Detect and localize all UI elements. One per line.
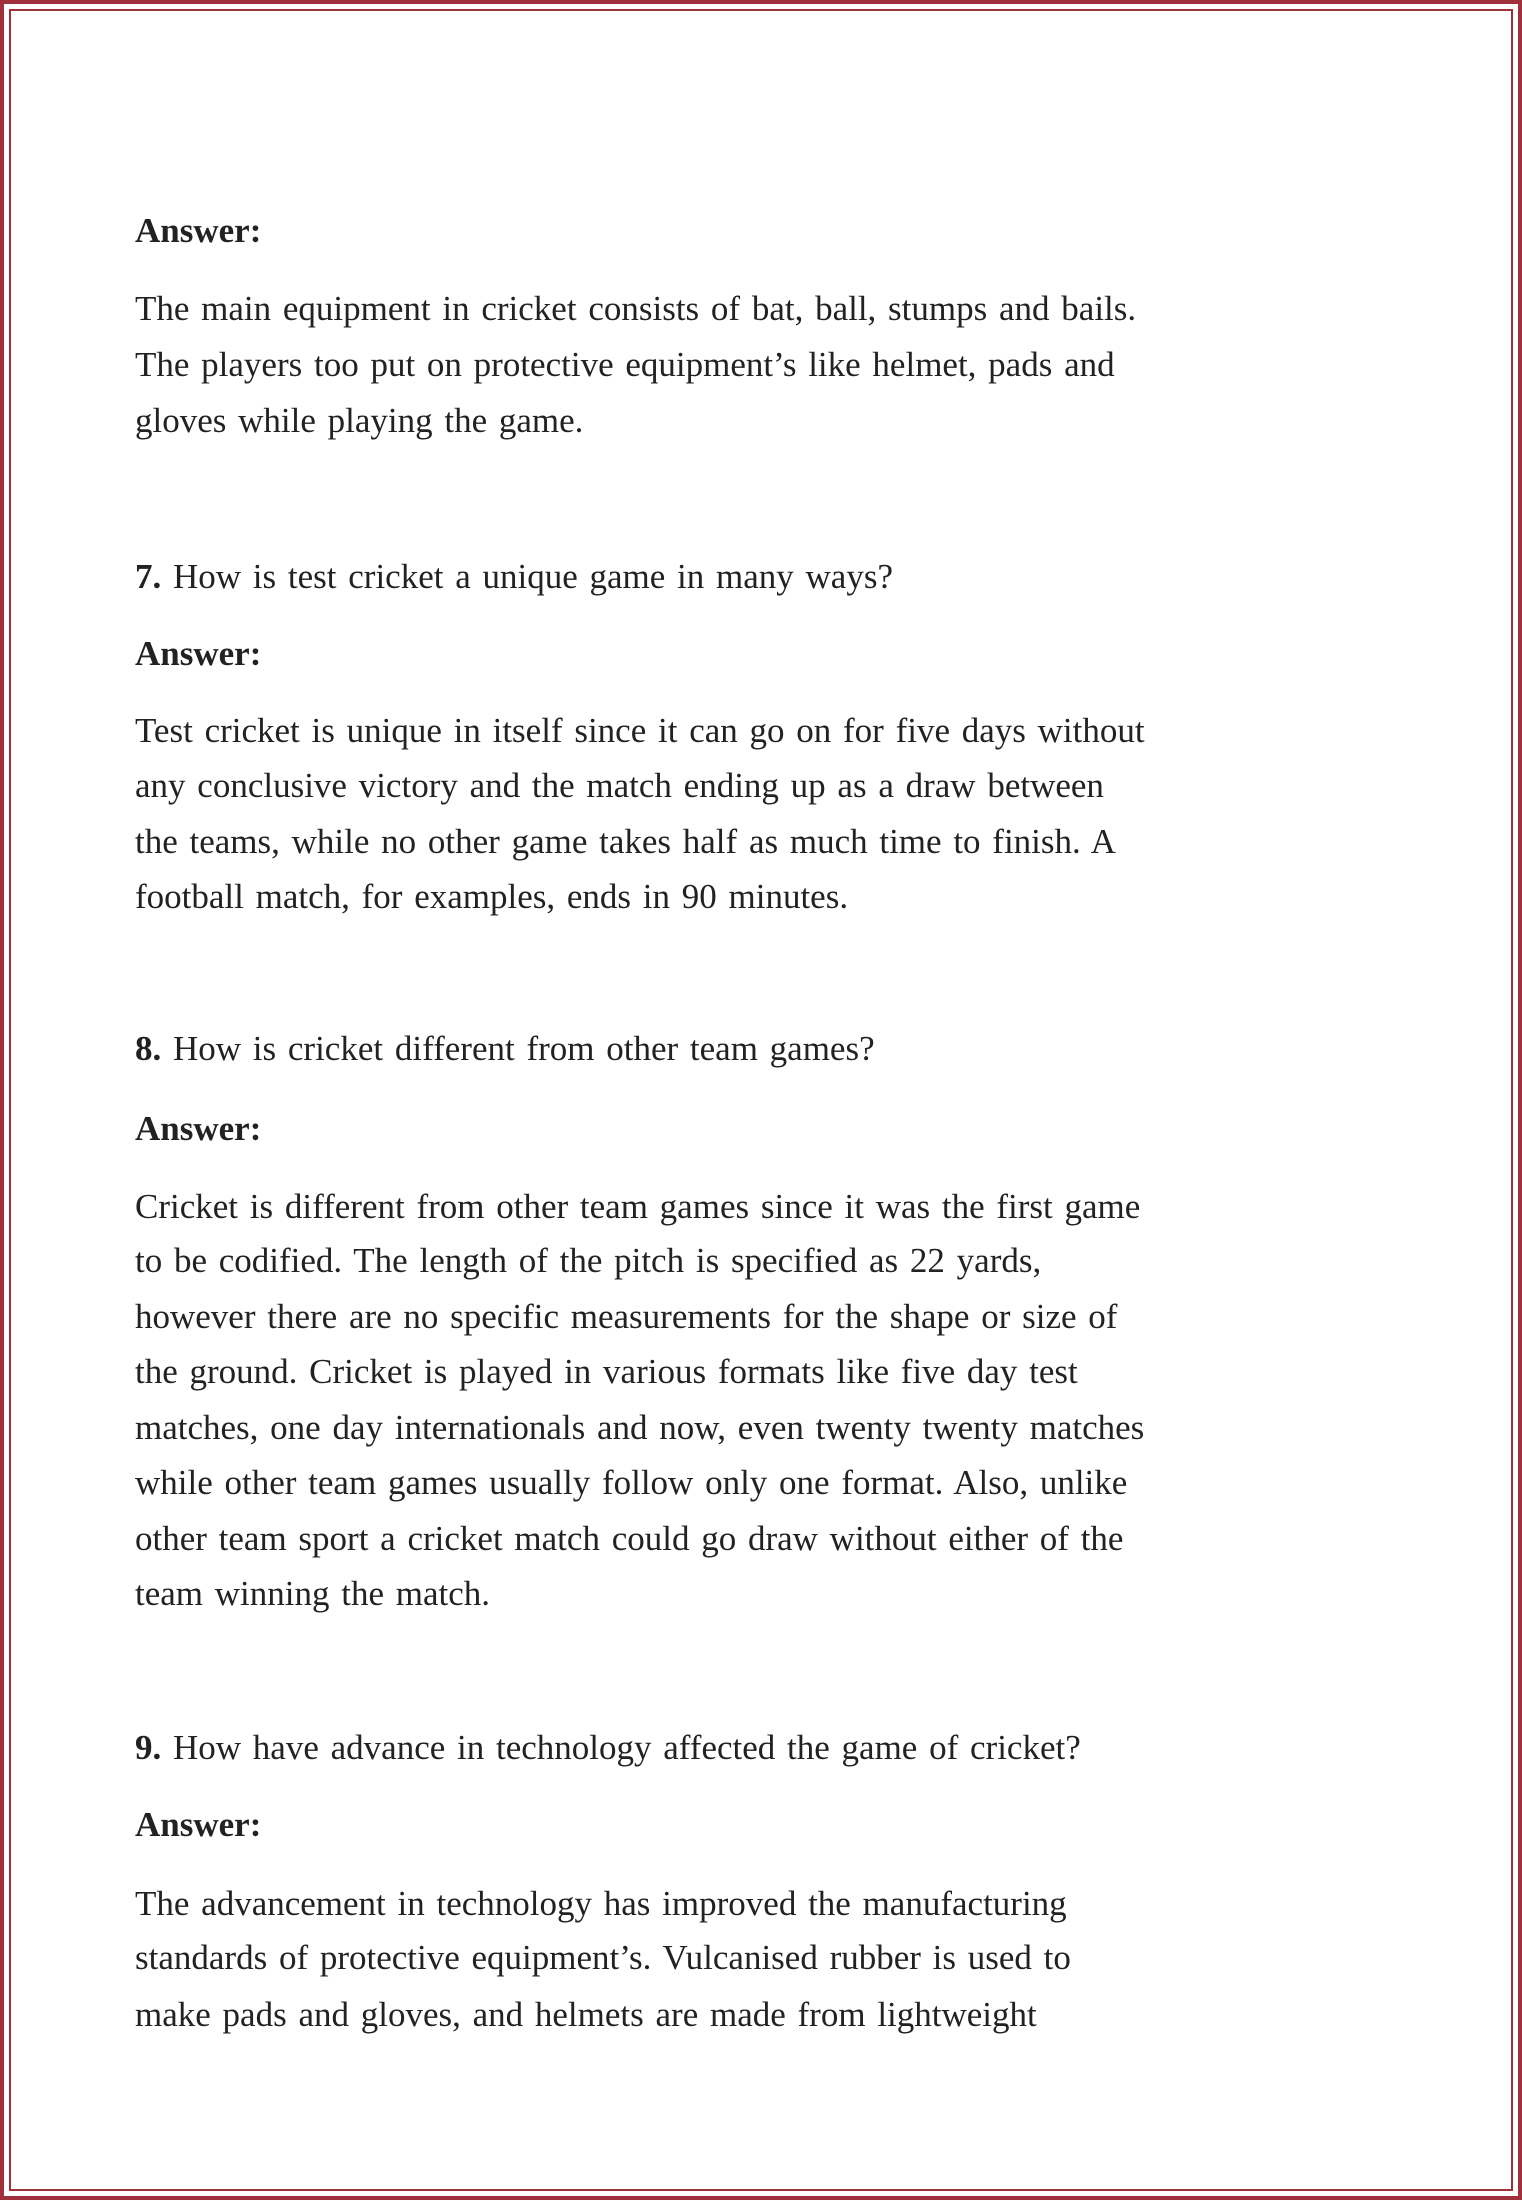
answer-line: the ground. Cricket is played in various formats like five day test bbox=[135, 1352, 1078, 1391]
answer-line: Cricket is different from other team games since it was the first game bbox=[135, 1187, 1141, 1226]
answer-label: Answer: bbox=[135, 1805, 262, 1844]
answer-line: to be codified. The length of the pitch is specified as 22 yards, bbox=[135, 1241, 1042, 1280]
answer-line: matches, one day internationals and now, even twenty twenty matches bbox=[135, 1408, 1145, 1447]
answer-line: Test cricket is unique in itself since it can go on for five days without bbox=[135, 711, 1145, 750]
question-8 bbox=[135, 1021, 875, 1077]
answer-line: however there are no specific measurements for the shape or size of bbox=[135, 1297, 1118, 1336]
answer-line: The players too put on protective equipment’s like helmet, pads and bbox=[135, 345, 1115, 384]
question-number: 8. bbox=[135, 1029, 162, 1068]
answer-line: the teams, while no other game takes half as much time to finish. A bbox=[135, 822, 1116, 861]
answer-line: make pads and gloves, and helmets are made from lightweight bbox=[135, 1995, 1037, 2034]
answer-line: football match, for examples, ends in 90 minutes. bbox=[135, 877, 849, 916]
answer-line: The advancement in technology has improved the manufacturing bbox=[135, 1884, 1067, 1923]
answer-label: Answer: bbox=[135, 211, 262, 250]
question-number: 7. bbox=[135, 557, 162, 596]
question-7 bbox=[135, 549, 893, 605]
answer-line: The main equipment in cricket consists of bat, ball, stumps and bails. bbox=[135, 289, 1137, 328]
answer-line: any conclusive victory and the match ending up as a draw between bbox=[135, 766, 1104, 805]
answer-line: other team sport a cricket match could go draw without either of the bbox=[135, 1519, 1124, 1558]
answer-line: gloves while playing the game. bbox=[135, 401, 584, 440]
answer-line: standards of protective equipment’s. Vulcanised rubber is used to bbox=[135, 1938, 1071, 1977]
question-text: How is test cricket a unique game in many ways? bbox=[161, 557, 893, 596]
answer-line: team winning the match. bbox=[135, 1574, 491, 1613]
question-number: 9. bbox=[135, 1728, 162, 1767]
question-9 bbox=[135, 1720, 1081, 1776]
answer-line: while other team games usually follow only one format. Also, unlike bbox=[135, 1463, 1128, 1502]
question-text: How have advance in technology affected the game of cricket? bbox=[161, 1728, 1081, 1767]
answer-label: Answer: bbox=[135, 634, 262, 673]
question-text: How is cricket different from other team games? bbox=[161, 1029, 875, 1068]
answer-label: Answer: bbox=[135, 1109, 262, 1148]
